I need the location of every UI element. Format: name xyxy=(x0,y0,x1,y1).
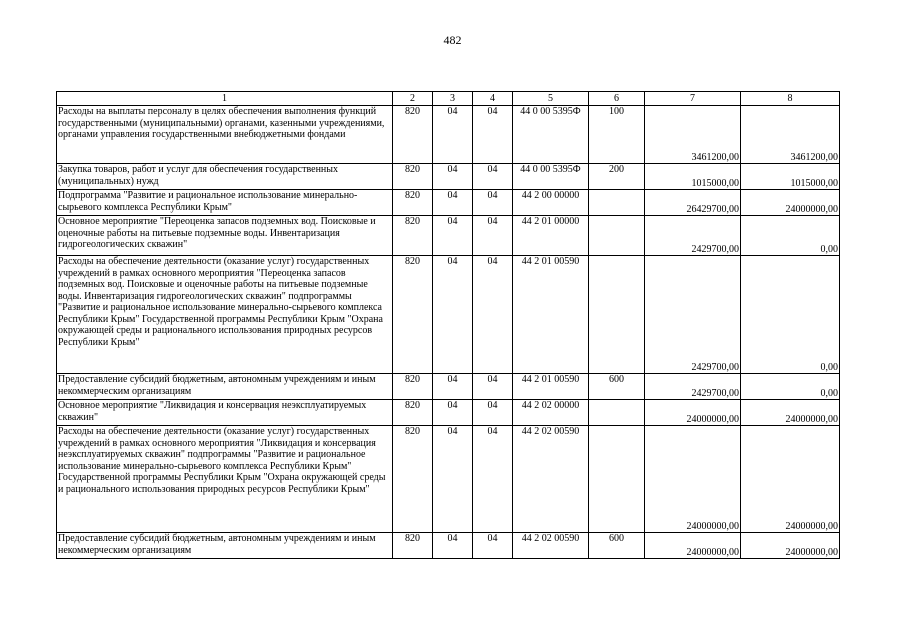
cell-target-article: 44 2 02 00000 xyxy=(513,400,589,426)
column-header: 1 xyxy=(57,92,393,106)
row-description: Расходы на обеспечение деятельности (оказание услуг) государственных учреждений в рамках основного мероприятия "Ликвидация и консервация неэксплуатируемых скважин" подпрограммы "Развитие и рациональное использование минерально-сырьевого комплекса Республики Крым" Государственной программы Республики Крым "Охрана окружающей среды и рационального использования природных ресурсов Республики Крым" xyxy=(57,426,393,533)
cell-section: 04 xyxy=(433,426,473,533)
table-row xyxy=(57,426,840,533)
cell-amount-7: 2429700,00 xyxy=(645,256,741,374)
cell-subsection: 04 xyxy=(473,426,513,533)
cell-target-article: 44 2 02 00590 xyxy=(513,533,589,559)
cell-ministry-code: 820 xyxy=(393,216,433,256)
cell-ministry-code: 820 xyxy=(393,256,433,374)
cell-section: 04 xyxy=(433,400,473,426)
cell-amount-8: 1015000,00 xyxy=(741,164,840,190)
cell-amount-7: 26429700,00 xyxy=(645,190,741,216)
cell-subsection: 04 xyxy=(473,400,513,426)
cell-target-article: 44 2 00 00000 xyxy=(513,190,589,216)
row-description: Расходы на обеспечение деятельности (оказание услуг) государственных учреждений в рамках основного мероприятия "Переоценка запасов подземных вод. Поисковые и оценочные работы на питьевые подземные воды. Инвентаризация гидрогеологических скважин" подпрограммы "Развитие и рациональное использование минерально-сырьевого комплекса Республики Крым" Государственной программы Республики Крым "Охрана окружающей среды и рационального использования природных ресурсов Республики Крым" xyxy=(57,256,393,374)
row-description: Основное мероприятие "Ликвидация и консервация неэксплуатируемых скважин" xyxy=(57,400,393,426)
cell-subsection: 04 xyxy=(473,190,513,216)
cell-amount-7: 24000000,00 xyxy=(645,400,741,426)
cell-expense-type: 100 xyxy=(589,106,645,164)
cell-amount-8: 24000000,00 xyxy=(741,190,840,216)
row-description: Расходы на выплаты персоналу в целях обеспечения выполнения функций государственными (муниципальными) органами, казенными учреждениями, органами управления государственными внебюджетными фондами xyxy=(57,106,393,164)
cell-expense-type xyxy=(589,426,645,533)
cell-amount-7: 24000000,00 xyxy=(645,426,741,533)
cell-target-article: 44 2 01 00590 xyxy=(513,374,589,400)
cell-subsection: 04 xyxy=(473,164,513,190)
cell-amount-8: 0,00 xyxy=(741,256,840,374)
table-row xyxy=(57,106,840,164)
table-row xyxy=(57,256,840,374)
cell-target-article: 44 0 00 5395Ф xyxy=(513,164,589,190)
cell-subsection: 04 xyxy=(473,374,513,400)
cell-target-article: 44 2 01 00590 xyxy=(513,256,589,374)
cell-subsection: 04 xyxy=(473,106,513,164)
cell-section: 04 xyxy=(433,190,473,216)
cell-ministry-code: 820 xyxy=(393,106,433,164)
cell-expense-type xyxy=(589,216,645,256)
cell-amount-8: 24000000,00 xyxy=(741,426,840,533)
cell-amount-7: 24000000,00 xyxy=(645,533,741,559)
cell-target-article: 44 2 01 00000 xyxy=(513,216,589,256)
cell-amount-7: 2429700,00 xyxy=(645,374,741,400)
cell-amount-8: 24000000,00 xyxy=(741,400,840,426)
cell-section: 04 xyxy=(433,216,473,256)
table-row xyxy=(57,533,840,559)
cell-amount-8: 3461200,00 xyxy=(741,106,840,164)
cell-section: 04 xyxy=(433,164,473,190)
column-header: 2 xyxy=(393,92,433,106)
cell-amount-8: 24000000,00 xyxy=(741,533,840,559)
cell-subsection: 04 xyxy=(473,533,513,559)
row-description: Основное мероприятие "Переоценка запасов подземных вод. Поисковые и оценочные работы на питьевые подземные воды. Инвентаризация гидрогеологических скважин" xyxy=(57,216,393,256)
cell-section: 04 xyxy=(433,374,473,400)
cell-target-article: 44 2 02 00590 xyxy=(513,426,589,533)
cell-expense-type xyxy=(589,256,645,374)
cell-ministry-code: 820 xyxy=(393,374,433,400)
cell-expense-type: 200 xyxy=(589,164,645,190)
page-number: 482 xyxy=(443,33,462,47)
table-row xyxy=(57,190,840,216)
cell-amount-7: 3461200,00 xyxy=(645,106,741,164)
cell-section: 04 xyxy=(433,106,473,164)
cell-ministry-code: 820 xyxy=(393,533,433,559)
table-row xyxy=(57,216,840,256)
cell-subsection: 04 xyxy=(473,256,513,374)
row-description: Предоставление субсидий бюджетным, автономным учреждениям и иным некоммерческим организациям xyxy=(57,374,393,400)
row-description: Подпрограмма "Развитие и рациональное использование минерально-сырьевого комплекса Республики Крым" xyxy=(57,190,393,216)
cell-target-article: 44 0 00 5395Ф xyxy=(513,106,589,164)
row-description: Закупка товаров, работ и услуг для обеспечения государственных (муниципальных) нужд xyxy=(57,164,393,190)
cell-expense-type xyxy=(589,400,645,426)
column-header: 5 xyxy=(513,92,589,106)
column-header: 8 xyxy=(741,92,840,106)
cell-expense-type: 600 xyxy=(589,374,645,400)
column-header: 4 xyxy=(473,92,513,106)
cell-ministry-code: 820 xyxy=(393,400,433,426)
table-row xyxy=(57,164,840,190)
cell-ministry-code: 820 xyxy=(393,164,433,190)
cell-ministry-code: 820 xyxy=(393,426,433,533)
cell-expense-type: 600 xyxy=(589,533,645,559)
column-header: 6 xyxy=(589,92,645,106)
cell-amount-7: 2429700,00 xyxy=(645,216,741,256)
cell-amount-7: 1015000,00 xyxy=(645,164,741,190)
table-header-row xyxy=(57,92,840,106)
cell-section: 04 xyxy=(433,533,473,559)
cell-amount-8: 0,00 xyxy=(741,216,840,256)
row-description: Предоставление субсидий бюджетным, автономным учреждениям и иным некоммерческим организациям xyxy=(57,533,393,559)
cell-ministry-code: 820 xyxy=(393,190,433,216)
column-header: 3 xyxy=(433,92,473,106)
table-row xyxy=(57,374,840,400)
cell-subsection: 04 xyxy=(473,216,513,256)
cell-expense-type xyxy=(589,190,645,216)
budget-table xyxy=(56,91,840,559)
cell-amount-8: 0,00 xyxy=(741,374,840,400)
column-header: 7 xyxy=(645,92,741,106)
table-row xyxy=(57,400,840,426)
cell-section: 04 xyxy=(433,256,473,374)
